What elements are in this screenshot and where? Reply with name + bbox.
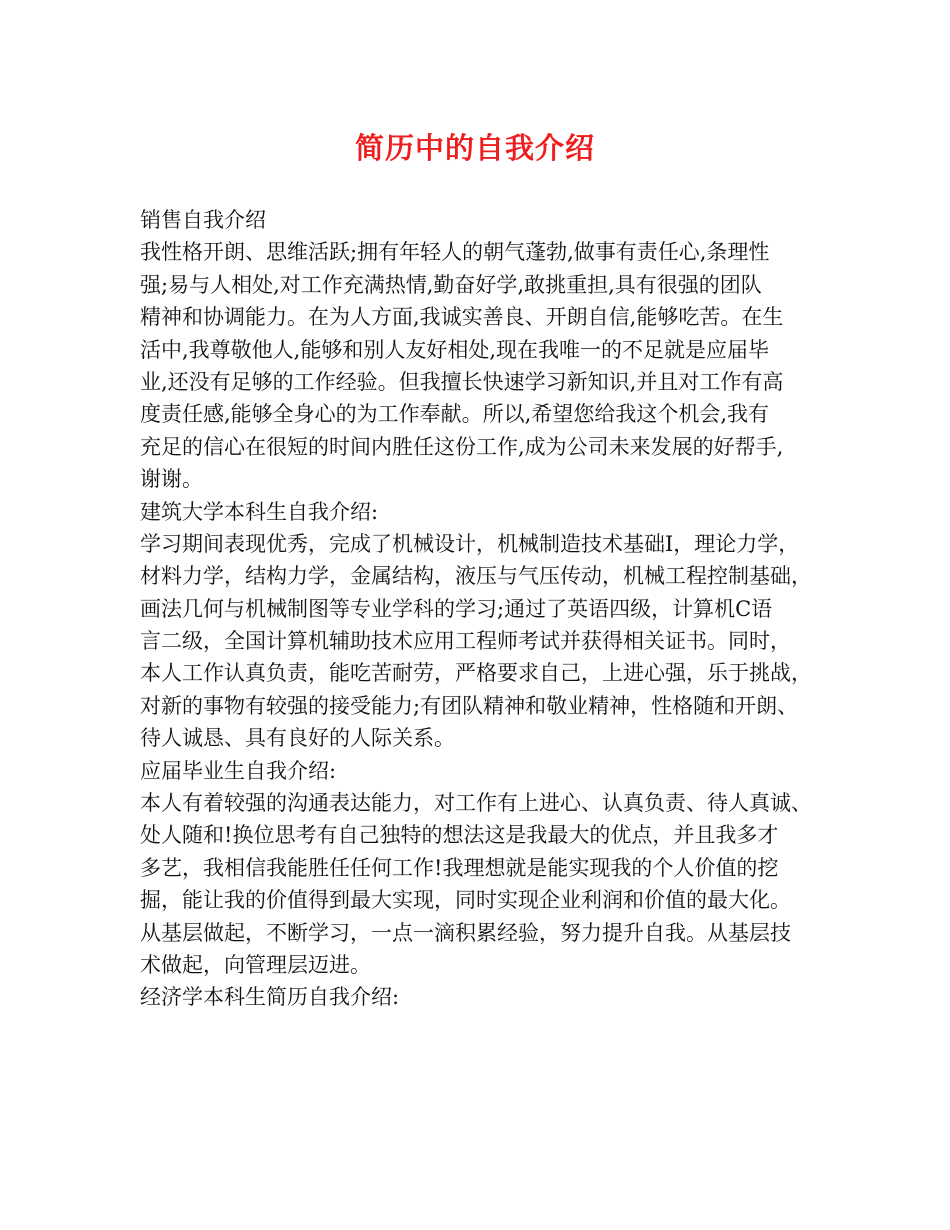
text-line: 画法几何与机械制图等专业学科的学习;通过了英语四级，计算机C语 bbox=[140, 596, 773, 621]
text-line: 术做起，向管理层迈进。 bbox=[140, 952, 371, 977]
text-line: 活中,我尊敬他人,能够和别人友好相处,现在我唯一的不足就是应届毕 bbox=[140, 337, 770, 362]
text-line: 建筑大学本科生自我介绍: bbox=[140, 499, 379, 524]
text-line: 多艺，我相信我能胜任任何工作!我理想就是能实现我的个人价值的挖 bbox=[140, 855, 779, 880]
text-line: 本人工作认真负责，能吃苦耐劳，严格要求自己，上进心强，乐于挑战， bbox=[140, 661, 812, 686]
text-line: 强;易与人相处,对工作充满热情,勤奋好学,敢挑重担,具有很强的团队 bbox=[140, 272, 762, 297]
text-line: 销售自我介绍 bbox=[140, 208, 266, 232]
document-body bbox=[140, 204, 830, 1014]
text-line: 言二级，全国计算机辅助技术应用工程师考试并获得相关证书。同时， bbox=[140, 629, 791, 654]
text-line: 应届毕业生自我介绍: bbox=[140, 758, 337, 783]
text-line: 充足的信心在很短的时间内胜任这份工作,成为公司未来发展的好帮手, bbox=[140, 434, 784, 459]
text-line: 掘，能让我的价值得到最大实现，同时实现企业利润和价值的最大化。 bbox=[140, 888, 791, 913]
text-line: 待人诚恳、具有良好的人际关系。 bbox=[140, 726, 455, 751]
text-line: 对新的事物有较强的接受能力;有团队精神和敬业精神，性格随和开朗、 bbox=[140, 693, 799, 718]
text-line: 精神和协调能力。在为人方面,我诚实善良、开朗自信,能够吃苦。在生 bbox=[140, 305, 784, 330]
text-line: 本人有着较强的沟通表达能力，对工作有上进心、认真负责、待人真诚、 bbox=[140, 791, 812, 816]
document-title: 简历中的自我介绍 bbox=[354, 131, 595, 165]
text-line: 材料力学，结构力学，金属结构，液压与气压传动，机械工程控制基础， bbox=[140, 564, 812, 589]
text-line: 度责任感,能够全身心的为工作奉献。所以,希望您给我这个机会,我有 bbox=[140, 402, 770, 427]
text-line: 谢谢。 bbox=[140, 467, 203, 492]
text-line: 经济学本科生简历自我介绍: bbox=[140, 985, 400, 1010]
text-line: 从基层做起，不断学习，一点一滴积累经验，努力提升自我。从基层技 bbox=[140, 920, 791, 945]
text-line: 我性格开朗、思维活跃;拥有年轻人的朝气蓬勃,做事有责任心,条理性 bbox=[140, 240, 770, 265]
text-line: 处人随和!换位思考有自己独特的想法这是我最大的优点，并且我多才 bbox=[140, 823, 779, 848]
text-line: 学习期间表现优秀，完成了机械设计，机械制造技术基础Ⅰ，理论力学， bbox=[140, 531, 800, 556]
text-line: 业,还没有足够的工作经验。但我擅长快速学习新知识,并且对工作有高 bbox=[140, 369, 784, 394]
